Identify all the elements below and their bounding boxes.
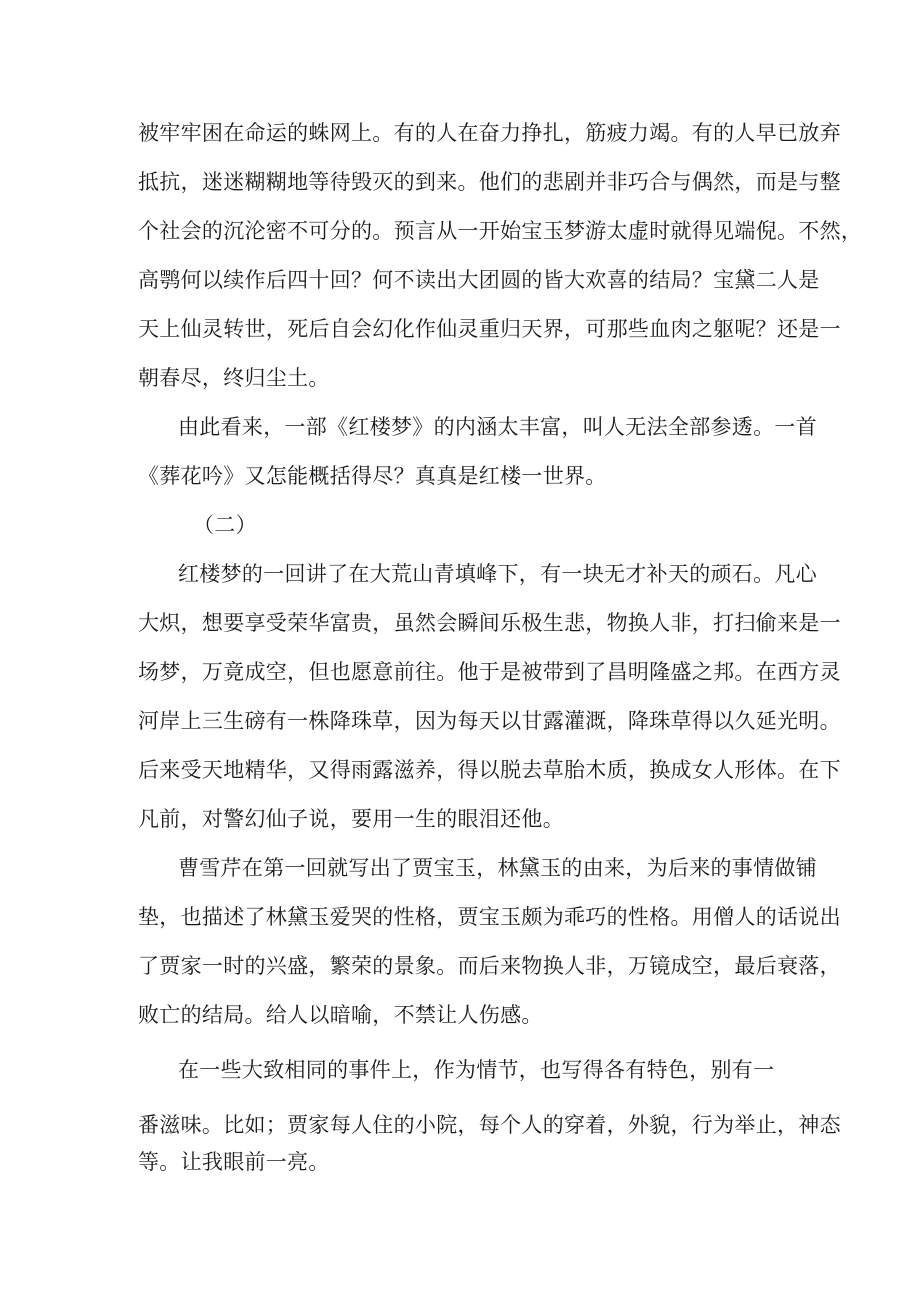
paragraph-3-line-3: 场梦，万竟成空，但也愿意前往。他于是被带到了昌明隆盛之邦。在西方灵 (138, 660, 841, 684)
paragraph-1-line-6: 朝春尽，终归尘土。 (138, 366, 330, 390)
paragraph-5-line-3: 等。让我眼前一亮。 (138, 1150, 330, 1174)
paragraph-3-line-6: 凡前，对警幻仙子说，要用一生的眼泪还他。 (138, 807, 564, 831)
paragraph-1-line-2: 抵抗，迷迷糊糊地等待毁灭的到来。他们的悲剧并非巧合与偶然，而是与整 (138, 170, 841, 194)
paragraph-4-line-4: 败亡的结局。给人以暗喻，不禁让人伤感。 (138, 1003, 543, 1027)
paragraph-4-line-1: 曹雪芹在第一回就写出了贾宝玉，林黛玉的由来，为后来的事情做铺 (178, 856, 817, 880)
paragraph-3-line-5: 后来受天地精华，又得雨露滋养，得以脱去草胎木质，换成女人形体。在下 (138, 758, 841, 782)
paragraph-1-line-3: 个社会的沉沦密不可分的。预言从一开始宝玉梦游太虚时就得见端倪。不然， (138, 219, 863, 243)
paragraph-1-line-5: 天上仙灵转世，死后自会幻化作仙灵重归天界，可那些血肉之躯呢？还是一 (138, 317, 841, 341)
paragraph-2-line-1: 由此看来，一部《红楼梦》的内涵太丰富，叫人无法全部参透。一首 (178, 415, 817, 439)
paragraph-3-line-2: 大炽，想要享受荣华富贵，虽然会瞬间乐极生悲，物换人非，打扫偷来是一 (138, 611, 841, 635)
paragraph-5-line-1: 在一些大致相同的事件上，作为情节，也写得各有特色，别有一 (178, 1058, 775, 1082)
paragraph-4-line-3: 了贾家一时的兴盛，繁荣的景象。而后来物换人非，万镜成空，最后衰落， (138, 954, 841, 978)
paragraph-5-line-2: 番滋味。比如；贾家每人住的小院，每个人的穿着，外貌，行为举止，神态 (138, 1113, 841, 1137)
paragraph-3-line-4: 河岸上三生磅有一株降珠草，因为每天以甘露灌溉，降珠草得以久延光明。 (138, 709, 841, 733)
paragraph-4-line-2: 垫，也描述了林黛玉爱哭的性格，贾宝玉颇为乖巧的性格。用僧人的话说出 (138, 905, 841, 929)
paragraph-2-line-2: 《葬花吟》又怎能概括得尽？真真是红楼一世界。 (138, 464, 607, 488)
paragraph-1-line-4: 高鹗何以续作后四十回？何不读出大团圆的皆大欢喜的结局？宝黛二人是 (138, 268, 820, 292)
section-heading: （二） (193, 513, 257, 537)
paragraph-3-line-1: 红楼梦的一回讲了在大荒山青填峰下，有一块无才补天的顽石。凡心 (178, 562, 817, 586)
paragraph-1-line-1: 被牢牢困在命运的蛛网上。有的人在奋力挣扎，筋疲力竭。有的人早已放弃 (138, 121, 841, 145)
